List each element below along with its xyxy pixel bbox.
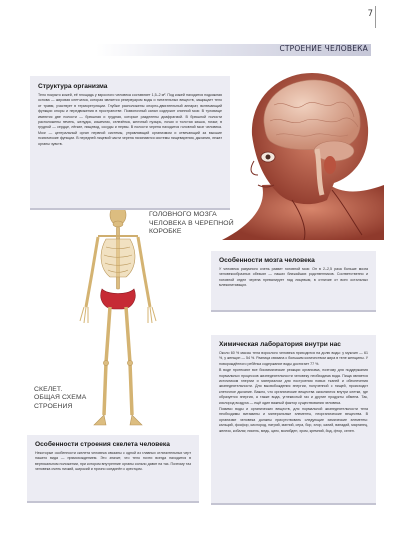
structure-title: Структура организма [38,83,108,90]
structure-box [30,76,230,210]
page-number: 7 [367,9,373,19]
skeleton-text: Некоторые особенности скелета человека связаны с одной из главных отличительных черт нашего вида — прямохождением. Это значит, что тело почти всегда находится в вертикальном положении, при котором внутренние органы сильно давят на таз. Поэтому таз человека очень низкий, широкий и прочно соединён с крестцом. [35,451,191,472]
brain-box [211,251,376,312]
brain-title: Особенности мозга человека [219,257,315,264]
brain-text: У человека разумного очень развит головной мозг. Он в 2–2,5 раза больше мозга человекообразных обезьян — наших ближайших родственников. Соответственно и головной отдел черепа превалирует над лицевым, в отличие от всех остальных млекопитающих. [219,267,368,288]
page-number-rule [375,6,376,28]
chemistry-paragraph-3: Помимо воды и органических веществ, для нормальной жизнедеятельности тела необходимы витамины и минеральные элементы, неорганические вещества. В организме человека должны присутствовать следующие химические элементы: кальций, фосфор, кислород, натрий, магний, сера, бор, хлор, калий, ванадий, марганец, железо, кобальт, никель, медь, цинк, молибден, хром, кремний, йод, фтор, селен. [219,407,368,433]
chemistry-paragraph-2: В воде протекают все биохимические реакции организма, поэтому для поддержания нормальных процессов жизнедеятельности человеку необходима вода. Пища является источником энергии и материалом для построения новых тканей и обеспечения жизнедеятельности. Для высвобождения энергии, полученной с пищей, происходит клеточное дыхание. Важно, что органические вещества окисляются внутри клетки, где образуется энергия, а также вода, углекислый газ и другие продукты обмена. Так, кислород воздуха — ещё один важный фактор существования человека. [219,368,368,405]
skeleton-title: Особенности строения скелета человека [35,441,170,448]
chemistry-box [211,335,376,505]
caption-brain: ГОЛОВНОГО МОЗГА ЧЕЛОВЕКА В ЧЕРЕПНОЙ КОРОБКЕ [149,211,234,236]
chemistry-title: Химическая лаборатория внутри нас [219,341,341,348]
section-title: СТРОЕНИЕ ЧЕЛОВЕКА [279,44,368,53]
pelvis-highlight [101,289,136,309]
caption-skeleton: СКЕЛЕТ. ОБЩАЯ СХЕМА СТРОЕНИЯ [34,386,87,410]
structure-text: Тело покрыто кожей, её площадь у взрослого человека составляет 1,5–2 м². Под кожей находится подкожная основа — жировая клетчатка, которая является резервуаром воды и питательных веществ, защищает тело от травм, участвует в терморегуляции. Глубже расположены опорно-двигательный аппарат, включающий функции опоры и передвижения в пространстве. Позвоночный канал содержит спинной мозг. В туловище имеются две полости — брюшная и грудная, которые разделены диафрагмой. В брюшной полости расположены печень, желудок, кишечник, селезёнка, желчный пузырь, почки и толстая кишка, почки; в грудной — сердце, лёгкие, пищевод, сосуды и нервы. В полости черепа находится головной мозг человека. Мозг — центральный орган нервной системы, управляющий организмом и отвечающий за высшие психические функции. В передней лицевой части черепа начинаются системы пищеварения, дыхания, лежат органы чувств. [38,93,222,146]
chemistry-paragraph-1: Около 60 % массы тела взрослого человека приходится на долю воды: у мужчин — 61 %, у женщин — 54 %. Разница связана с большим количеством жира в теле женщины. У новорождённого ребёнка содержание воды достигает 77 %. [219,351,368,366]
skeleton-box [27,435,199,503]
